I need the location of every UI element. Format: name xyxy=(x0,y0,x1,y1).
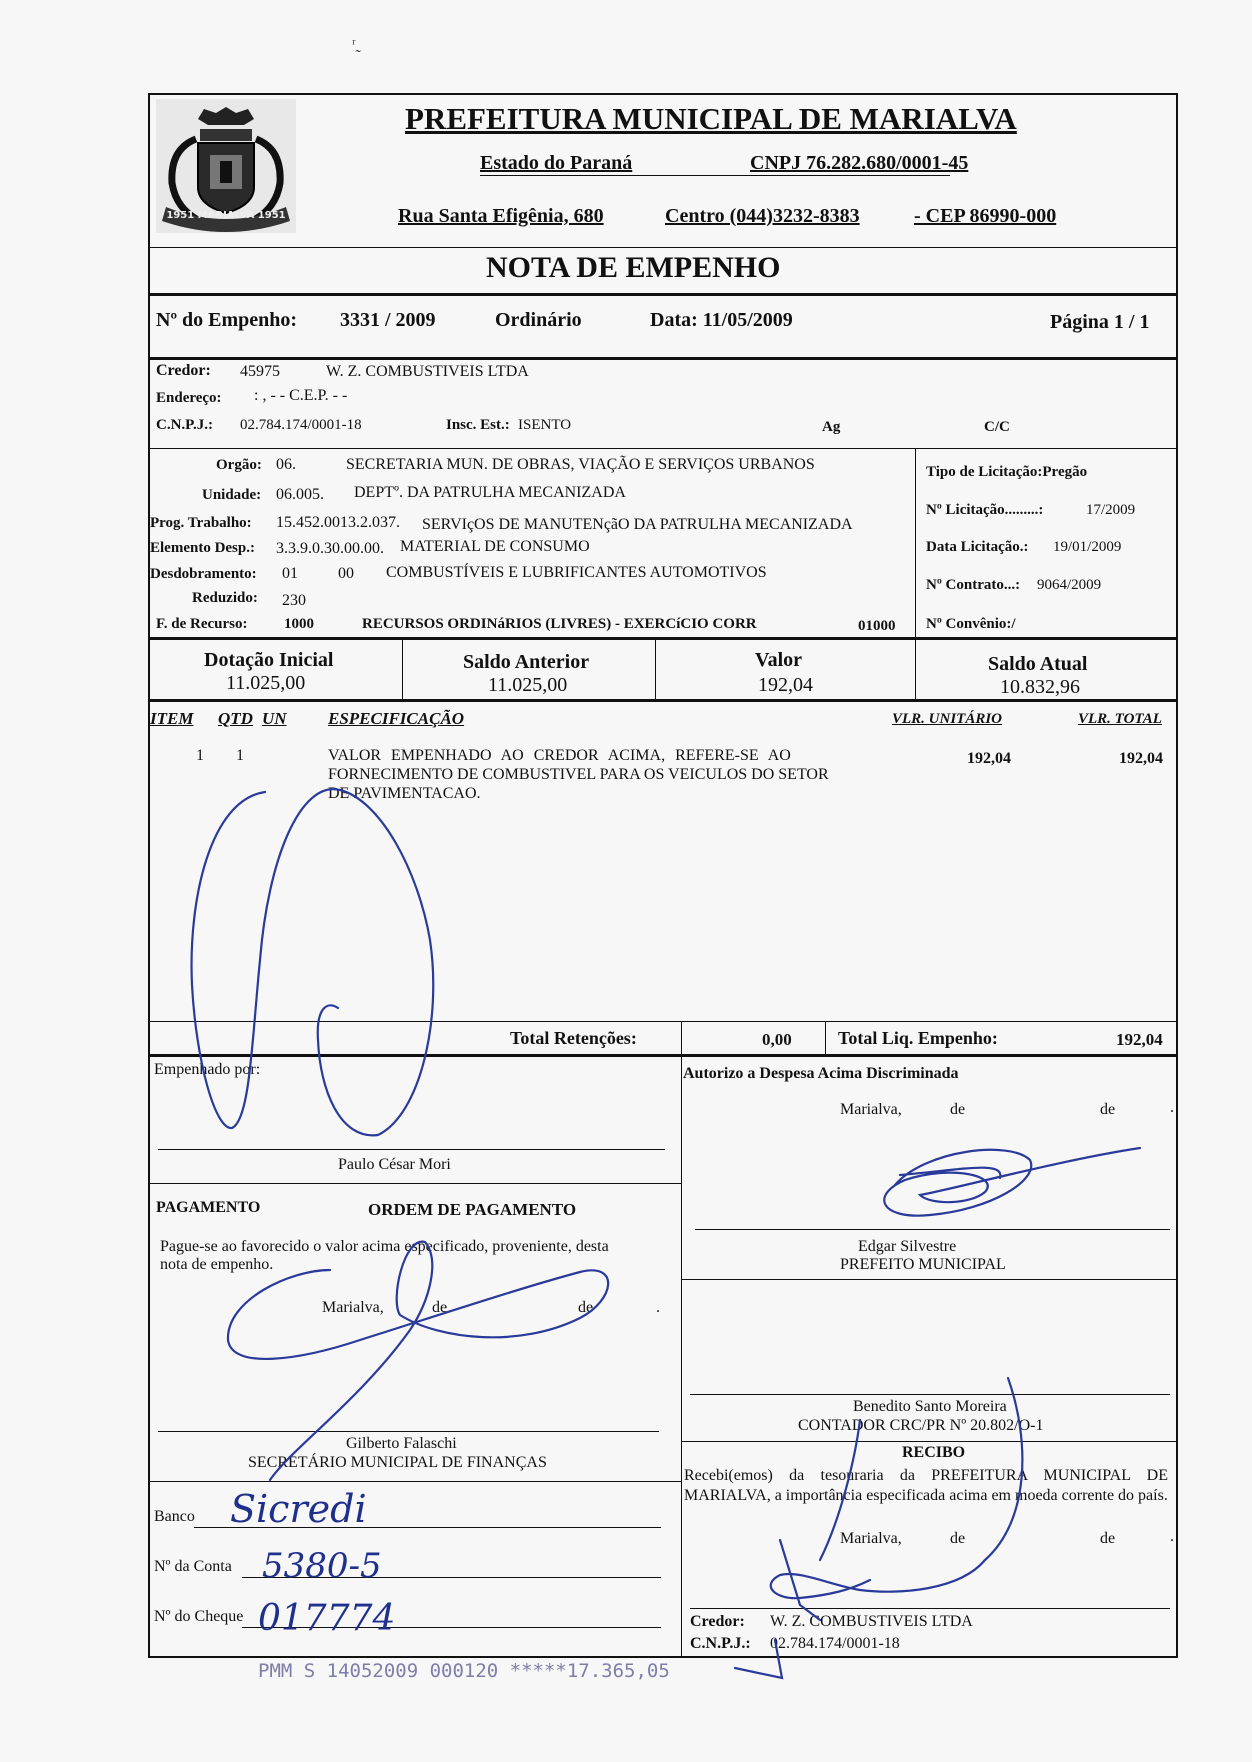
pague-text-line-1: Pague-se ao favorecido o valor acima especificado, proveniente, desta xyxy=(160,1238,609,1255)
reduzido-label: Reduzido: xyxy=(192,590,258,606)
empenho-number: 3331 / 2009 xyxy=(340,309,436,331)
cnpj-header: CNPJ 76.282.680/0001-45 xyxy=(750,152,969,174)
cc-label: C/C xyxy=(984,419,1010,435)
elemento-desc: MATERIAL DE CONSUMO xyxy=(400,538,590,555)
col-vlr-unitario: VLR. UNITÁRIO xyxy=(892,711,1003,727)
prefeito-title: PREFEITO MUNICIPAL xyxy=(840,1256,1006,1273)
recibo-dot: . xyxy=(1170,1528,1174,1545)
pagamento-label: PAGAMENTO xyxy=(156,1199,261,1216)
item-number: 1 xyxy=(196,747,204,764)
reduzido-value: 230 xyxy=(282,592,306,609)
unidade-label: Unidade: xyxy=(202,487,262,503)
recibo-de-2: de xyxy=(1100,1530,1116,1547)
licitacao-date: 19/01/2009 xyxy=(1053,539,1122,555)
pague-text-line-2: nota de empenho. xyxy=(160,1256,274,1273)
municipality-title: PREFEITURA MUNICIPAL DE MARIALVA xyxy=(405,101,1017,136)
contador-name: Benedito Santo Moreira xyxy=(853,1398,1007,1415)
empenho-signature-icon xyxy=(192,789,434,1135)
crest-ribbon-text: 1951 MARIALVA 1951 xyxy=(166,210,286,221)
empenho-number-label: Nº do Empenho: xyxy=(156,309,298,331)
orgao-label: Orgão: xyxy=(216,457,262,473)
desdobramento-code-2: 00 xyxy=(338,565,354,582)
unidade-code: 06.005. xyxy=(276,486,324,503)
street-address: Rua Santa Efigênia, 680 xyxy=(398,205,604,227)
licitacao-number: 17/2009 xyxy=(1086,502,1136,518)
prog-desc: SERVIçOS DE MANUTENçãO DA PATRULHA MECANIZADA xyxy=(422,516,853,533)
dotacao-inicial-label: Dotação Inicial xyxy=(204,649,334,671)
item-vlr-total: 192,04 xyxy=(1119,750,1163,767)
recibo-text: Recebi(emos) da tesouraria da PREFEITURA MUNICIPAL DE MARIALVA, a importância especificada acima em moeda corrente do país. xyxy=(684,1467,1168,1504)
recibo-cnpj-value: 02.784.174/0001-18 xyxy=(770,1635,900,1652)
secretario-signature-icon xyxy=(228,1242,608,1480)
licitacao-date-label: Data Licitação.: xyxy=(926,539,1029,555)
item-spec-line-3: DE PAVIMENTACAO. xyxy=(328,785,481,802)
convenio: Nº Convênio:/ xyxy=(926,616,1016,632)
conta-label: Nº da Conta xyxy=(154,1558,232,1575)
cnpj-value: 02.784.174/0001-18 xyxy=(240,417,362,433)
liq-empenho-label: Total Liq. Empenho: xyxy=(838,1028,998,1048)
item-vlr-unitario: 192,04 xyxy=(967,750,1011,767)
unidade-desc: DEPTº. DA PATRULHA MECANIZADA xyxy=(354,484,626,501)
credor-label: Credor: xyxy=(156,362,211,379)
insc-value: ISENTO xyxy=(518,417,572,433)
recibo-cnpj-label: C.N.P.J.: xyxy=(690,1635,751,1652)
elemento-code: 3.3.9.0.30.00.00. xyxy=(276,540,384,557)
prog-label: Prog. Trabalho: xyxy=(150,515,252,531)
item-qtd: 1 xyxy=(236,747,244,764)
ordem-de-1: de xyxy=(432,1299,448,1316)
autorizo-place: Marialva, xyxy=(840,1101,902,1118)
ordem-de-2: de xyxy=(578,1299,594,1316)
recurso-desc: RECURSOS ORDINáRIOS (LIVRES) - EXERCíCIO CORR xyxy=(362,616,757,632)
conta-handwriting: 5380-5 xyxy=(262,1546,382,1586)
ordem-place: Marialva, xyxy=(322,1299,384,1316)
cheque-handwriting: 017774 xyxy=(258,1598,396,1639)
item-spec-line-1: VALOR EMPENHADO AO CREDOR ACIMA, REFERE-SE AO xyxy=(328,747,791,764)
col-qtd: QTD xyxy=(218,709,253,728)
recibo-stroke-icon xyxy=(820,1420,860,1560)
licitacao-number-label: Nº Licitação.........: xyxy=(926,502,1044,518)
secretario-title: SECRETÁRIO MUNICIPAL DE FINANÇAS xyxy=(248,1454,547,1471)
bank-stamp-line: PMM S 14052009 000120 *****17.365,05 xyxy=(258,1660,670,1682)
credor-code: 45975 xyxy=(240,363,280,380)
item-spec-line-2: FORNECIMENTO DE COMBUSTIVEL PARA OS VEICULOS DO SETOR xyxy=(328,766,829,783)
cep-header: - CEP 86990-000 xyxy=(914,205,1057,227)
autorizo-text: Autorizo a Despesa Acima Discriminada xyxy=(683,1065,959,1082)
retencoes-value: 0,00 xyxy=(762,1030,792,1049)
endereco-value: : , - - C.E.P. - - xyxy=(254,387,348,404)
document-title: NOTA DE EMPENHO xyxy=(486,251,781,284)
col-un: UN xyxy=(262,709,287,728)
recibo-place: Marialva, xyxy=(840,1530,902,1547)
autorizo-de-1: de xyxy=(950,1101,966,1118)
col-item: ITEM xyxy=(150,709,194,728)
elemento-label: Elemento Desp.: xyxy=(150,540,255,556)
saldo-anterior-value: 11.025,00 xyxy=(488,674,568,696)
recibo-credor-value: W. Z. COMBUSTIVEIS LTDA xyxy=(770,1613,973,1630)
recurso-label: F. de Recurso: xyxy=(156,616,248,632)
secretario-name: Gilberto Falaschi xyxy=(346,1435,457,1452)
banco-label: Banco xyxy=(154,1508,195,1525)
endereco-label: Endereço: xyxy=(156,390,222,406)
desdobramento-desc: COMBUSTÍVEIS E LUBRIFICANTES AUTOMOTIVOS xyxy=(386,564,767,581)
autorizo-dot: . xyxy=(1170,1099,1174,1116)
liq-empenho-value: 192,04 xyxy=(1116,1030,1163,1049)
prefeito-name: Edgar Silvestre xyxy=(858,1238,957,1255)
orgao-code: 06. xyxy=(276,456,296,473)
autorizo-de-2: de xyxy=(1100,1101,1116,1118)
saldo-atual-label: Saldo Atual xyxy=(988,653,1088,675)
valor-value: 192,04 xyxy=(758,674,813,696)
ag-label: Ag xyxy=(822,419,841,435)
saldo-atual-value: 10.832,96 xyxy=(1000,676,1080,698)
empenho-date: Data: 11/05/2009 xyxy=(650,309,793,331)
recibo-de-1: de xyxy=(950,1530,966,1547)
col-especificacao: ESPECIFICAÇÃO xyxy=(328,709,465,728)
banco-handwriting: Sicredi xyxy=(230,1487,367,1531)
desdobramento-label: Desdobramento: xyxy=(150,566,257,582)
cheque-label: Nº do Cheque xyxy=(154,1608,244,1625)
neighborhood-phone: Centro (044)3232-8383 xyxy=(665,205,860,227)
contador-title: CONTADOR CRC/PR Nº 20.802/O-1 xyxy=(798,1417,1044,1434)
recibo-signature-icon xyxy=(735,1378,1022,1678)
contrato-value: 9064/2009 xyxy=(1037,577,1102,593)
valor-label: Valor xyxy=(755,649,803,671)
orgao-desc: SECRETARIA MUN. DE OBRAS, VIAÇÃO E SERVIÇOS URBANOS xyxy=(346,456,815,473)
empenho-type: Ordinário xyxy=(495,309,582,331)
desdobramento-code-1: 01 xyxy=(282,565,298,582)
saldo-anterior-label: Saldo Anterior xyxy=(463,651,590,673)
recurso-code: 1000 xyxy=(284,616,314,632)
prefeito-signature-icon xyxy=(884,1148,1140,1216)
dotacao-inicial-value: 11.025,00 xyxy=(226,672,306,694)
page-number: Página 1 / 1 xyxy=(1050,311,1150,333)
recurso-code-2: 01000 xyxy=(858,618,896,634)
recibo-title: RECIBO xyxy=(902,1444,966,1461)
credor-name: W. Z. COMBUSTIVEIS LTDA xyxy=(326,363,529,380)
recibo-credor-label: Credor: xyxy=(690,1613,745,1630)
scan-mark: ʳ˷ xyxy=(352,36,361,53)
empenhado-por-label: Empenhado por: xyxy=(154,1061,261,1078)
state-name: Estado do Paraná xyxy=(480,152,633,174)
licitacao-type: Tipo de Licitação:Pregão xyxy=(926,464,1088,480)
empenhado-name: Paulo César Mori xyxy=(338,1156,451,1173)
ordem-dot: . xyxy=(656,1299,660,1316)
col-vlr-total: VLR. TOTAL xyxy=(1078,711,1162,727)
retencoes-label: Total Retenções: xyxy=(510,1028,637,1048)
contrato-label: Nº Contrato...: xyxy=(926,577,1021,593)
cnpj-label: C.N.P.J.: xyxy=(156,417,213,433)
ordem-pagamento-label: ORDEM DE PAGAMENTO xyxy=(368,1200,577,1219)
prog-code: 15.452.0013.2.037. xyxy=(276,514,400,531)
insc-label: Insc. Est.: xyxy=(446,417,510,433)
